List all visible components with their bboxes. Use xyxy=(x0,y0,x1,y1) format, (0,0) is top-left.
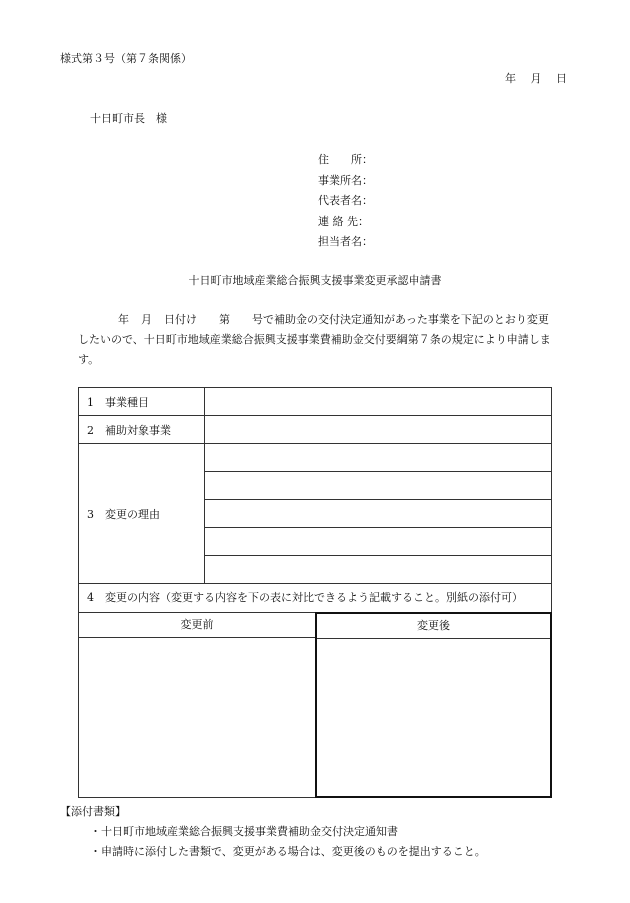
body-paragraph: 年 月 日付け 第 号で補助金の交付決定通知があった事業を下記のとおり変更したいので、十日町市地域産業総合振興支援事業費補助金交付要綱第７条の規定により申請します。 xyxy=(78,313,551,366)
attachments-list xyxy=(90,822,486,862)
document-title: 十日町市地域産業総合振興支援事業変更承認申請書 xyxy=(188,274,442,287)
row-business-category-label: 1 事業種目 xyxy=(79,388,205,416)
date-line: 年 月 日 xyxy=(505,72,567,85)
field-business-name-label: 事業所名： xyxy=(318,173,373,187)
after-change-column[interactable] xyxy=(315,612,552,798)
before-change-column[interactable] xyxy=(78,612,315,798)
change-reason-line-5[interactable] xyxy=(205,556,552,584)
addressee: 十日町市長 様 xyxy=(90,112,167,125)
change-reason-line-3[interactable] xyxy=(205,500,552,528)
row-change-reason-label: 3 変更の理由 xyxy=(79,444,205,584)
form-number: 様式第３号（第７条関係） xyxy=(60,52,192,65)
after-change-header: 変更後 xyxy=(317,614,550,639)
attachment-item: ・十日町市地域産業総合振興支援事業費補助金交付決定通知書 xyxy=(90,825,398,838)
change-reason-line-4[interactable] xyxy=(205,528,552,556)
field-address-label: 住 所： xyxy=(318,153,373,166)
subsidized-project-field[interactable] xyxy=(205,416,552,444)
field-representative-label: 代表者名： xyxy=(318,194,373,207)
change-reason-line-1[interactable] xyxy=(205,444,552,472)
applicant-block xyxy=(318,150,373,253)
business-category-field[interactable] xyxy=(205,388,552,416)
change-reason-line-2[interactable] xyxy=(205,472,552,500)
field-contact-label: 連 絡 先： xyxy=(318,214,369,228)
attachment-item: ・申請時に添付した書類で、変更がある場合は、変更後のものを提出すること。 xyxy=(90,845,486,858)
before-change-header: 変更前 xyxy=(79,613,315,638)
row-change-content-label: 4 変更の内容（変更する内容を下の表に対比できるよう記載すること。別紙の添付可） xyxy=(78,583,552,613)
field-person-in-charge-label: 担当者名： xyxy=(318,235,373,248)
row-subsidized-project-label: 2 補助対象事業 xyxy=(79,416,205,444)
application-table xyxy=(78,387,552,584)
attachments-heading: 【添付書類】 xyxy=(60,805,126,818)
